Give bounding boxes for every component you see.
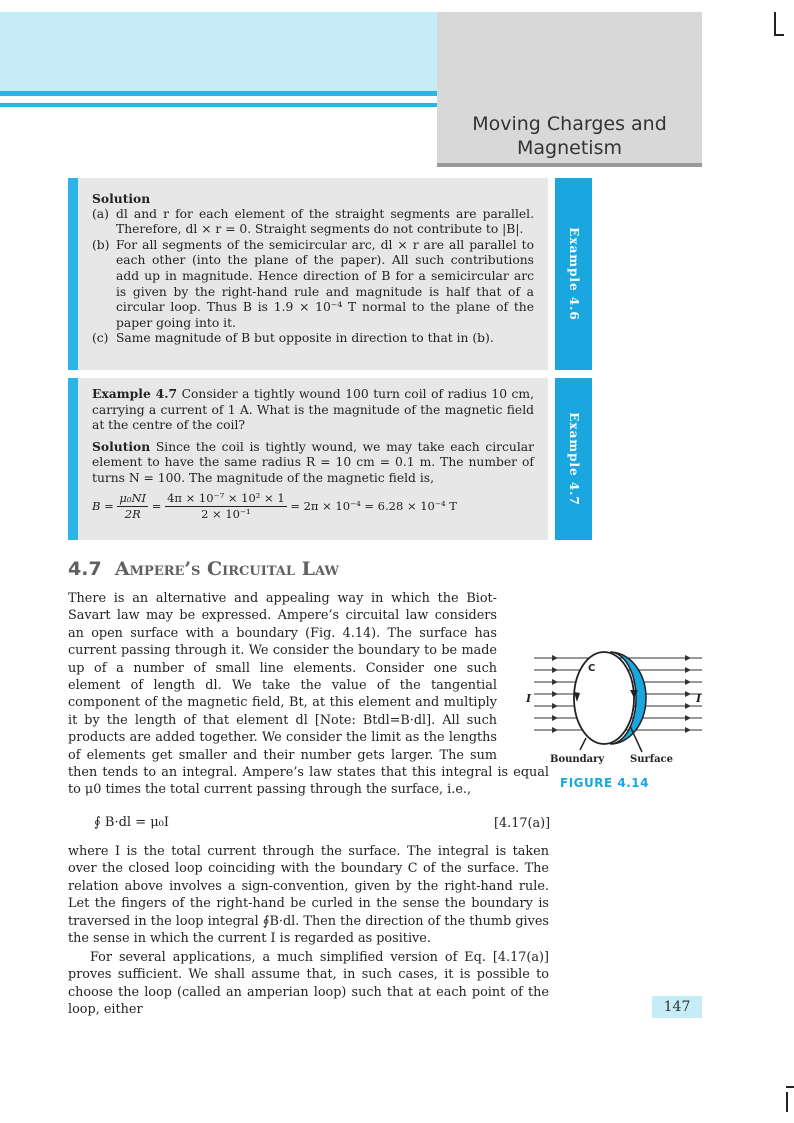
example-4-6-content xyxy=(92,191,534,347)
solution-heading: Solution xyxy=(92,191,151,206)
equation-4-17a: ∮ B·dl = μ₀I xyxy=(94,815,170,830)
figure-4-14 xyxy=(522,650,712,770)
chapter-title: Moving Charges and Magnetism xyxy=(472,113,667,159)
example-4-6-tab-label: Example 4.6 xyxy=(566,227,581,321)
header-stripe xyxy=(0,91,437,96)
example-4-6-tab xyxy=(555,178,592,370)
paragraph-3: For several applications, a much simplified version of Eq. [4.17(a)] proves sufficient. We shall assume that, in such cases, it is possible to choose the loop (called an amperian loop) such that at each point of the loop, either xyxy=(68,950,549,1018)
example-4-7-content xyxy=(92,386,534,523)
chapter-title-underline xyxy=(437,163,702,167)
example-4-7-question: Example 4.7 Consider a tightly wound 100 turn coil of radius 10 cm, carrying a current of 1 A. What is the magnitude of the magnetic field at the centre of the coil? xyxy=(92,386,535,433)
label-boundary: Boundary xyxy=(550,754,605,765)
solution-item-c: (c) Same magnitude of B but opposite in direction to that in (b). xyxy=(92,331,494,346)
crop-mark xyxy=(786,1092,788,1112)
solution-item-a: (a) dl and r for each element of the straight segments are parallel. Therefore, dl × r = 0. Straight segments do not contribute to |B|. xyxy=(92,206,534,237)
label-I-left: I xyxy=(526,692,532,705)
label-I-right: I xyxy=(696,692,702,705)
solution-item-b: (b) For all segments of the semicircular arc, dl × r are all parallel to each other (into the plane of the paper). All such contributions add up in magnitude. Hence direction of B for a semicircular arc is given by the right-hand rule and magnitude is half that of a circular loop. Thus B is 1.9 × 10⁻⁴ T normal to the plane of the paper going into it. xyxy=(92,237,534,330)
example-4-7-solution: Solution Since the coil is tightly wound, we may take each circular element to have the same radius R = 10 cm = 0.1 m. The number of turns N = 100. The magnitude of the magnetic field is, xyxy=(92,438,534,485)
crop-mark xyxy=(774,12,776,36)
label-surface: Surface xyxy=(630,754,673,765)
paragraph-2: where I is the total current through the surface. The integral is taken over the closed loop coinciding with the boundary C of the surface. The relation above involves a sign-convention, given by the right-hand rule. Let the fingers of the right-hand be curled in the sense the boundary is traversed in the loop integral ∮B·dl. Then the direction of the thumb gives the sense in which the current I is regarded as positive. xyxy=(68,844,549,947)
page-number: 147 xyxy=(652,996,702,1018)
boundary-pointer xyxy=(580,738,586,750)
example-4-7-tab-label: Example 4.7 xyxy=(566,412,581,506)
crop-mark xyxy=(786,1086,794,1088)
header-stripe-2 xyxy=(0,103,437,107)
boundary-loop xyxy=(574,652,634,744)
equation-number: [4.17(a)] xyxy=(494,816,551,831)
section-title: 4.7 Ampere’s Circuital Law xyxy=(68,558,340,580)
crop-mark xyxy=(774,34,784,36)
paragraph-1: There is an alternative and appealing way in which the Biot-Savart law may be expressed. Ampere’s circuital law considers an open surface with a boundary (Fig. 4.14). The surface has current passing through it. We consider the boundary to be made up of a number of small line elements. Consider one such element of length dl. We take the value of the tangential component of the magnetic field, Bt, at this element and multiply it by the length of that element dl [Note: Btdl=B·dl]. All such products are added together. We consider the limit as the lengths of elements get smaller and their number gets larger. The sum then tends to an integral. Ampere’s law states that this integral is equal to μ0 times the total current passing through the surface, i.e., xyxy=(68,591,549,798)
example-4-7-tab xyxy=(555,378,592,540)
figure-caption: FIGURE 4.14 xyxy=(560,776,649,790)
label-C: C xyxy=(588,663,596,674)
example-4-7-equation: B = $\frac{\text{μ₀NI}}{2R}$ = $\frac{\text{4π × 10⁻⁷ × 10² × 1}}{\text{2 × 10⁻¹}}$ = 2π × 10⁻⁴ = 6.28 × 10⁻⁴ T xyxy=(92,490,457,522)
